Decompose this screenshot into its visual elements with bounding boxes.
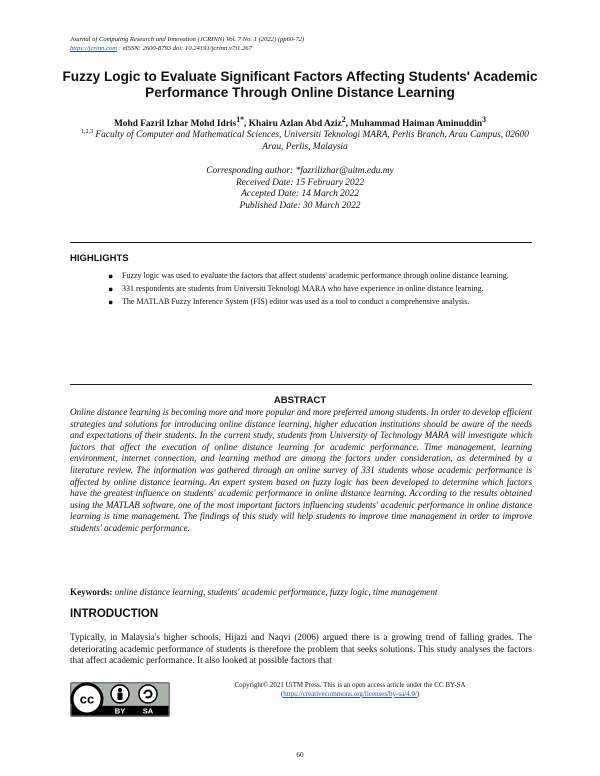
author-2-sup: 2 xyxy=(341,115,346,124)
highlights-list xyxy=(96,271,532,311)
introduction-heading: INTRODUCTION xyxy=(70,608,159,620)
affiliation-sup: 1,2,3 xyxy=(81,129,94,135)
issn-doi: : eISSN: 2600-8793 doi: 10.24191/jcrinn.v7i1.267 xyxy=(117,45,252,52)
license-link[interactable]: https://creativecommons.org/licenses/by-sa/4.0/ xyxy=(283,690,417,698)
author-list: Mohd Fazril Izhar Mohd Idris$^{1*}$, Khairu Azlan Abd Aziz$^2$, Muhammad Haiman Aminuddin$^3$ xyxy=(113,115,487,130)
cc-text: cc xyxy=(79,691,95,707)
keywords-text: online distance learning, students' academic performance, fuzzy logic, time management xyxy=(112,587,438,597)
author-1-sup: 1* xyxy=(236,115,245,124)
abstract-heading: ABSTRACT xyxy=(273,395,327,406)
affiliation xyxy=(80,127,530,153)
highlight-text: Fuzzy logic was used to evaluate the factors that affect students' academic performance through online distance learning. xyxy=(122,271,509,280)
by-label: BY xyxy=(114,706,126,716)
highlight-item xyxy=(96,271,532,282)
keywords-label: Keywords: xyxy=(70,587,113,597)
author-2: Khairu Azlan Abd Aziz xyxy=(248,119,342,130)
by-person-head-icon xyxy=(118,688,122,692)
bullet-icon: ● xyxy=(108,271,114,281)
cc-by-sa-license-icon[interactable] xyxy=(70,682,170,717)
copyright-text: Copyright© 2021 UiTM Press. This is an open access article under the CC BY-SA xyxy=(234,681,466,689)
highlight-text: 331 respondents are students from Universiti Teknologi MARA who have experience in online distance learning. xyxy=(122,284,484,294)
journal-header xyxy=(70,35,540,53)
highlight-item xyxy=(96,297,532,308)
author-3-sup: 3 xyxy=(482,115,487,124)
highlight-text: The MATLAB Fuzzy Inference System (FIS) editor was used as a tool to conduct a comprehensive analysis. xyxy=(122,297,470,307)
by-person-body-icon xyxy=(118,693,123,701)
sa-label: SA xyxy=(142,706,154,716)
bullet-icon: ● xyxy=(108,297,114,308)
license-close-paren: ) xyxy=(416,690,420,698)
highlight-item xyxy=(96,284,532,295)
author-3: Muhammad Haiman Aminuddin xyxy=(350,119,483,130)
highlights-bottom-rule xyxy=(70,384,532,385)
corresponding-author: Corresponding author: *fazrilizhar@uitm.edu.my xyxy=(206,166,394,176)
sa-share-icon xyxy=(139,685,157,703)
highlights-heading: HIGHLIGHTS xyxy=(70,253,129,264)
published-date: Published Date: 30 March 2022 xyxy=(239,200,361,211)
bullet-icon: ● xyxy=(108,284,114,295)
journal-url-link[interactable]: https://jcrinn.com xyxy=(70,45,118,52)
introduction-text: Typically, in Malaysia's higher schools, Hijazi and Naqvi (2006) argued there is a growing trend of falling grades. The deteriorating academic performance of students is therefore the problem that seeks solutions. This study analyses the factors that affect academic performance. It also looked at possible factors that xyxy=(70,632,532,666)
article-dates xyxy=(60,166,540,212)
affiliation-text: Faculty of Computer and Mathematical Sciences, Universiti Teknologi MARA, Perlis Branch, Arau Campus, 02600 Arau, Perlis, Malaysia xyxy=(95,130,529,152)
license-open-paren: ( xyxy=(280,690,284,698)
received-date: Received Date: 15 February 2022 xyxy=(235,177,365,188)
accepted-date: Accepted Date: 14 March 2022 xyxy=(241,189,359,200)
paper-title: Fuzzy Logic to Evaluate Significant Factors Affecting Students' Academic Performance Through Online Distance Learning xyxy=(62,69,538,100)
highlights-top-rule xyxy=(70,242,532,243)
license-line xyxy=(200,690,500,699)
journal-citation: Journal of Computing Research and Innovation (JCRINN) Vol. 7 No. 1 (2022) (pp60-72) xyxy=(70,36,305,43)
author-1: Mohd Fazril Izhar Mohd Idris xyxy=(113,119,237,130)
journal-ids xyxy=(70,44,540,53)
page-number: 60 xyxy=(296,751,304,759)
abstract-text: Online distance learning is becoming more and more popular and more preferred among students. In order to develop efficient strategies and solutions for introducing online distance learning, higher education institutions should be aware of the needs and expectations of their students. In the current study, students from University of Technology MARA will investigate which factors that affect the execution of online distance learning for academic performance. Time management, learning environment, internet connection, and learning method are among the factors under consideration, as determined by a literature review. The information was gathered through an online survey of 331 students whose academic performance is affected by online distance learning. An expert system based on fuzzy logic has been developed to determine which factors have the greatest influence on students' academic performance in online distance learning. According to the results obtained using the MATLAB software, one of the most important factors influencing students' academic performance in online distance learning is time management. The findings of this study will help students to improve time management in order to improve students' academic performance. xyxy=(70,407,532,533)
copyright-notice xyxy=(200,681,500,699)
keywords xyxy=(70,587,532,597)
